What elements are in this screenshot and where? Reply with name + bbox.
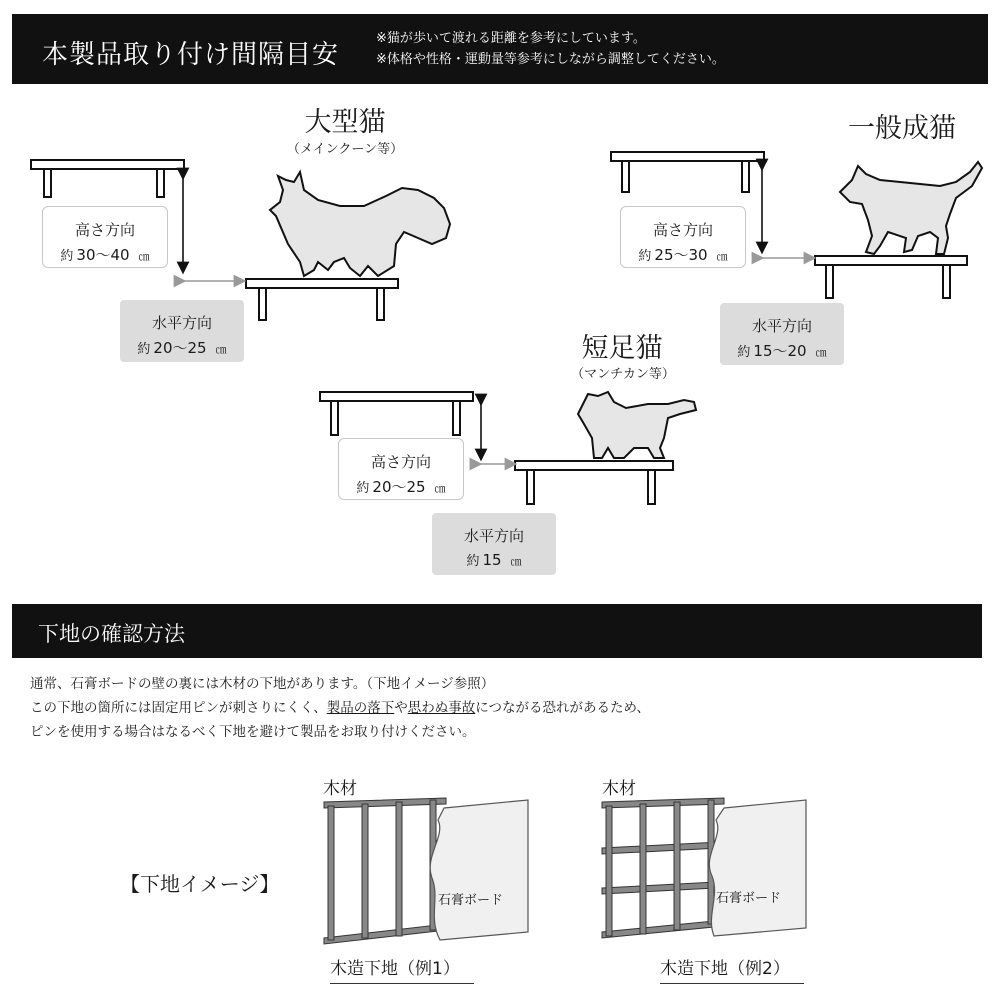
section-bar xyxy=(12,604,982,658)
wood-label-2: 木材 xyxy=(602,779,636,799)
horizontal-value: 約 20〜25 ㎝ xyxy=(137,339,227,357)
short-height-box xyxy=(338,438,464,500)
page-title: 本製品取り付け間隔目安 xyxy=(42,40,340,70)
wood-label-1: 木材 xyxy=(323,779,357,799)
height-label: 高さ方向 xyxy=(370,453,431,471)
explanation-line-2: この下地の箇所には固定用ピンが刺さりにくく、製品の落下や思わぬ事故につながる恐れがあるため、 xyxy=(30,700,650,716)
adult-height-box xyxy=(620,206,746,268)
gypsum-board-example-2 xyxy=(709,800,806,936)
upper-shelf xyxy=(31,160,184,169)
large-cat-silhouette xyxy=(270,172,450,276)
caption-text-2: 木造下地（例2） xyxy=(660,954,804,984)
short-cat-subtitle: （マンチカン等） xyxy=(571,367,675,382)
horizontal-value: 約 15〜20 ㎝ xyxy=(737,342,827,360)
section-title: 下地の確認方法 xyxy=(38,622,185,646)
gypsum-board-example-1 xyxy=(430,800,528,940)
header-note-2: ※体格や性格・運動量等参考にしながら調整してください。 xyxy=(376,52,725,67)
caption-example-2 xyxy=(660,954,804,984)
caption-text-1: 木造下地（例1） xyxy=(330,954,474,984)
height-label: 高さ方向 xyxy=(74,221,135,239)
explanation-line-1: 通常、石膏ボードの壁の裏には木材の下地があります。（下地イメージ参照） xyxy=(30,676,495,692)
large-height-box xyxy=(42,206,168,268)
height-value: 約 30〜40 ㎝ xyxy=(60,246,150,264)
wood-frame-example-2 xyxy=(602,798,724,938)
board-label-1: 石膏ボード xyxy=(438,893,504,908)
height-label: 高さ方向 xyxy=(652,221,713,239)
explanation-line-3: ピンを使用する場合はなるべく下地を避けて製品をお取り付けください。 xyxy=(30,724,476,740)
underlined-text-fall: 製品の落下 xyxy=(326,700,395,716)
header-note-1: ※猫が歩いて渡れる距離を参考にしています。 xyxy=(376,31,646,46)
underlined-text-accident: 思わぬ事故 xyxy=(407,700,476,716)
wood-frame-example-1 xyxy=(324,798,446,944)
explanation-text xyxy=(30,672,650,744)
lower-shelf xyxy=(246,279,398,288)
wall-base-illustrations xyxy=(0,790,1000,950)
short-horizontal-box xyxy=(432,513,556,575)
horizontal-label: 水平方向 xyxy=(151,314,212,332)
board-label-2: 石膏ボード xyxy=(716,891,782,906)
horizontal-value: 約 15 ㎝ xyxy=(466,551,522,569)
large-cat-title: 大型猫 xyxy=(304,107,386,138)
height-value: 約 20〜25 ㎝ xyxy=(356,478,446,496)
horizontal-label: 水平方向 xyxy=(463,527,524,545)
adult-cat-title: 一般成猫 xyxy=(848,113,956,144)
short-cat-silhouette xyxy=(578,392,696,458)
height-value: 約 25〜30 ㎝ xyxy=(638,246,728,264)
large-horizontal-box xyxy=(120,300,244,362)
caption-example-1 xyxy=(330,954,474,984)
short-cat-title: 短足猫 xyxy=(581,333,663,364)
adult-cat-silhouette xyxy=(840,162,982,254)
large-cat-subtitle: （メインクーン等） xyxy=(286,142,404,157)
adult-horizontal-box xyxy=(720,303,844,365)
horizontal-label: 水平方向 xyxy=(751,317,812,335)
image-heading: 【下地イメージ】 xyxy=(120,872,280,896)
